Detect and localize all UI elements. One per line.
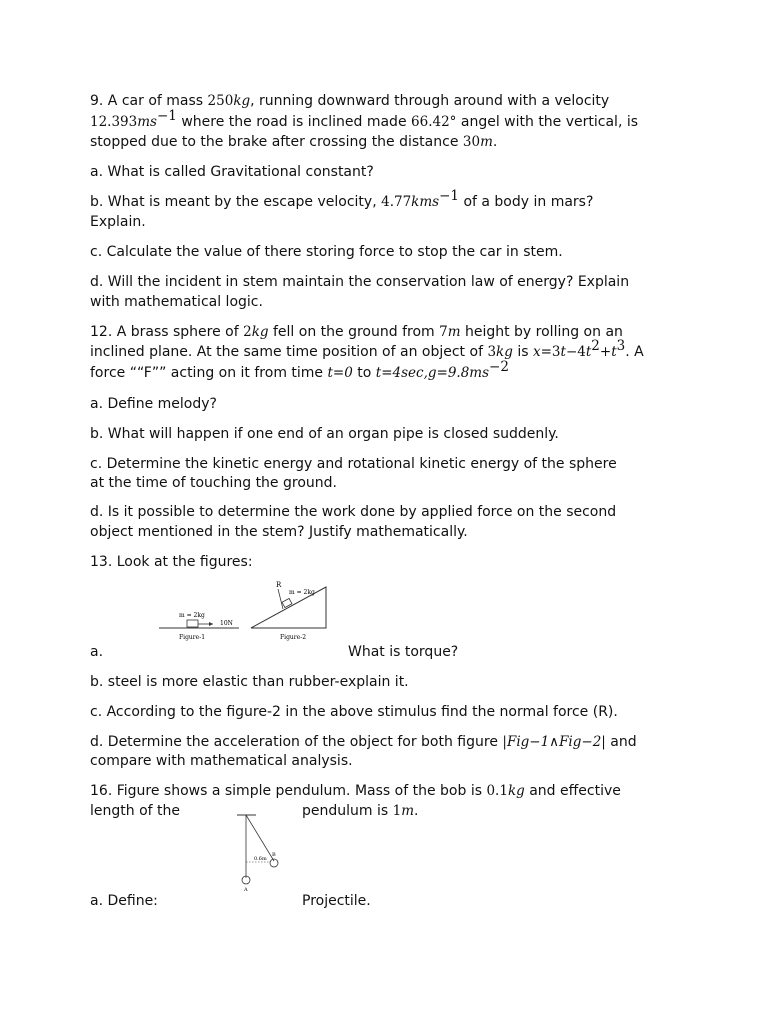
fig1-caption: Figure-1 xyxy=(179,634,206,641)
q12-part-d-line-1: d. Is it possible to determine the work done by applied force on the second xyxy=(90,504,617,520)
q9-line-1: 9. A car of mass 250kg, running downward through around with a velocity xyxy=(90,93,610,109)
q9-line-2: $12.393ms^{-1}$ where the road is inclined made 66.42° angel with the vertical, is xyxy=(90,108,639,130)
fig2-mass-label: m = 2kg xyxy=(289,589,315,596)
figure-1 xyxy=(159,612,239,641)
pendulum-b-label: B xyxy=(272,852,276,858)
fig1-mass-label: m = 2kg xyxy=(179,612,205,619)
q9-part-d-line-1: d. Will the incident in stem maintain the conservation law of energy? Explain xyxy=(90,274,630,290)
q12-part-c-line-1: c. Determine the kinetic energy and rotational kinetic energy of the sphere xyxy=(90,456,617,472)
fig1-force-label: 10N xyxy=(220,620,233,627)
fig2-r-label: R xyxy=(276,581,282,589)
pendulum-a-label: A xyxy=(244,887,248,893)
q9-part-a: a. What is called Gravitational constant? xyxy=(90,164,374,180)
q12-part-a: a. Define melody? xyxy=(90,396,217,412)
q9-line-3: stopped due to the brake after crossing the distance 30m. xyxy=(90,134,498,150)
q13-part-a-label: a. xyxy=(90,644,104,660)
q16-line-1: 16. Figure shows a simple pendulum. Mass of the bob is 0.1kg and effective xyxy=(90,783,621,799)
q9-part-b-line-1: b. What is meant by the escape velocity, 4.77kms$^{-1}$ of a body in mars? xyxy=(90,188,594,210)
pendulum-string-displaced xyxy=(246,815,274,861)
normal-arrow xyxy=(278,589,283,609)
block-shape xyxy=(187,620,198,627)
q13-part-d-line-1: d. Determine the acceleration of the object for both figure |Fig−1∧Fig−2| and xyxy=(90,734,637,750)
q13-part-c: c. According to the figure-2 in the above stimulus find the normal force (R). xyxy=(90,704,618,720)
q16-part-a-text: Projectile. xyxy=(302,893,371,909)
q12-part-c-line-2: at the time of touching the ground. xyxy=(90,475,337,491)
q12-line-1: 12. A brass sphere of 2kg fell on the ground from 7m height by rolling on an xyxy=(90,324,623,340)
q16-line-2b: pendulum is 1m. xyxy=(302,803,419,819)
q9-part-b-line-2: Explain. xyxy=(90,214,146,230)
q9-part-d-line-2: with mathematical logic. xyxy=(90,294,263,310)
q13-part-d-line-2: compare with mathematical analysis. xyxy=(90,753,353,769)
q9-part-c: c. Calculate the value of there storing force to stop the car in stem. xyxy=(90,244,563,260)
q13-part-a-text: What is torque? xyxy=(348,644,459,660)
figure-2 xyxy=(251,581,326,641)
q13-part-b: b. steel is more elastic than rubber-explain it. xyxy=(90,674,409,690)
q16-part-a-label: a. Define: xyxy=(90,893,158,909)
q12-part-d-line-2: object mentioned in the stem? Justify mathematically. xyxy=(90,524,468,540)
q13-figures xyxy=(155,578,335,644)
fig2-caption: Figure-2 xyxy=(280,634,307,641)
pendulum-distance-label: 0.6m xyxy=(254,856,267,862)
q13-title: 13. Look at the figures: xyxy=(90,554,253,570)
pendulum-figure xyxy=(232,805,292,895)
q12-line-2: inclined plane. At the same time position of an object of 3kg is $x=3t-4t^2+t^3$. A xyxy=(90,338,644,360)
q12-part-b: b. What will happen if one end of an organ pipe is closed suddenly. xyxy=(90,426,559,442)
q12-line-3: force ““F”” acting on it from time t=0 to $t=4\sec,g=9.8ms^{-2}$ xyxy=(90,359,509,381)
bob-at-b xyxy=(270,859,278,867)
q16-line-2a: length of the xyxy=(90,803,180,819)
